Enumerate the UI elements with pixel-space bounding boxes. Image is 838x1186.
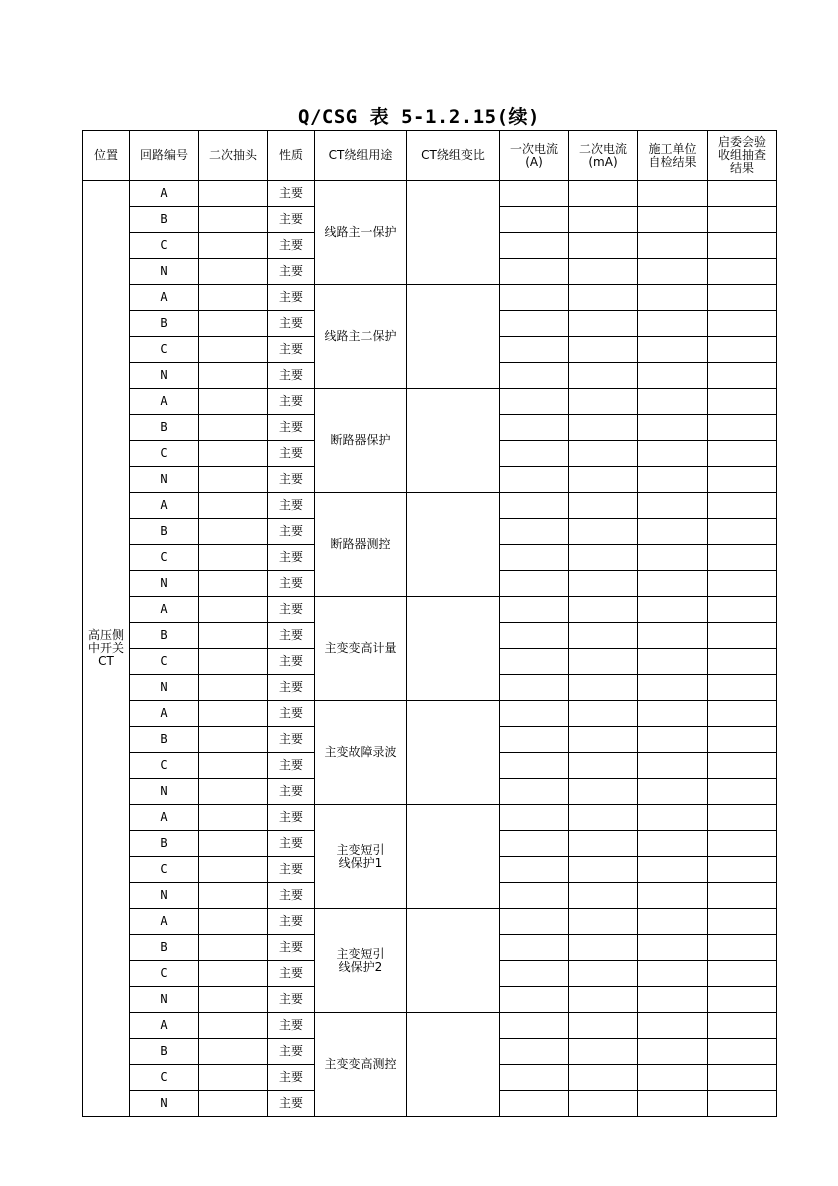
contractor-result-cell[interactable] — [638, 311, 708, 337]
contractor-result-cell[interactable] — [638, 909, 708, 935]
primary-current-cell[interactable] — [500, 987, 569, 1013]
ct-ratio-cell[interactable] — [407, 701, 500, 805]
primary-current-cell[interactable] — [500, 1039, 569, 1065]
contractor-result-cell[interactable] — [638, 701, 708, 727]
contractor-result-cell[interactable] — [638, 1039, 708, 1065]
committee-result-cell[interactable] — [708, 1013, 777, 1039]
ct-ratio-cell[interactable] — [407, 181, 500, 285]
contractor-result-cell[interactable] — [638, 493, 708, 519]
secondary-tap-cell[interactable] — [199, 857, 268, 883]
nature-cell: 主要 — [268, 909, 315, 935]
primary-current-cell[interactable] — [500, 441, 569, 467]
committee-result-cell[interactable] — [708, 1065, 777, 1091]
secondary-current-cell[interactable] — [569, 285, 638, 311]
primary-current-cell[interactable] — [500, 909, 569, 935]
primary-current-cell[interactable] — [500, 649, 569, 675]
loop-no-cell: A — [130, 389, 199, 415]
primary-current-cell[interactable] — [500, 935, 569, 961]
secondary-current-cell[interactable] — [569, 207, 638, 233]
committee-result-cell[interactable] — [708, 545, 777, 571]
header-ct-ratio: CT绕组变比 — [407, 131, 500, 181]
secondary-tap-cell[interactable] — [199, 441, 268, 467]
committee-result-cell[interactable] — [708, 259, 777, 285]
contractor-result-cell[interactable] — [638, 649, 708, 675]
primary-current-cell[interactable] — [500, 1065, 569, 1091]
contractor-result-cell[interactable] — [638, 857, 708, 883]
secondary-tap-cell[interactable] — [199, 1091, 268, 1117]
nature-cell: 主要 — [268, 675, 315, 701]
secondary-tap-cell[interactable] — [199, 337, 268, 363]
primary-current-cell[interactable] — [500, 805, 569, 831]
secondary-tap-cell[interactable] — [199, 311, 268, 337]
secondary-tap-cell[interactable] — [199, 675, 268, 701]
nature-cell: 主要 — [268, 857, 315, 883]
secondary-current-cell[interactable] — [569, 415, 638, 441]
contractor-result-cell[interactable] — [638, 935, 708, 961]
committee-result-cell[interactable] — [708, 623, 777, 649]
contractor-result-cell[interactable] — [638, 545, 708, 571]
ct-use-cell: 主变变高计量 — [315, 597, 407, 701]
nature-cell: 主要 — [268, 519, 315, 545]
committee-result-cell[interactable] — [708, 519, 777, 545]
primary-current-cell[interactable] — [500, 285, 569, 311]
secondary-tap-cell[interactable] — [199, 649, 268, 675]
secondary-current-cell[interactable] — [569, 1065, 638, 1091]
secondary-current-cell[interactable] — [569, 233, 638, 259]
page-title: Q/CSG 表 5-1.2.15(续) — [298, 106, 540, 128]
primary-current-cell[interactable] — [500, 389, 569, 415]
secondary-current-cell[interactable] — [569, 1013, 638, 1039]
nature-cell: 主要 — [268, 233, 315, 259]
committee-result-cell[interactable] — [708, 415, 777, 441]
contractor-result-cell[interactable] — [638, 571, 708, 597]
secondary-current-cell[interactable] — [569, 311, 638, 337]
contractor-result-cell[interactable] — [638, 467, 708, 493]
primary-current-cell[interactable] — [500, 311, 569, 337]
ct-inspection-table — [82, 130, 777, 1117]
loop-no-cell: N — [130, 571, 199, 597]
contractor-result-cell[interactable] — [638, 883, 708, 909]
committee-result-cell[interactable] — [708, 987, 777, 1013]
nature-cell: 主要 — [268, 701, 315, 727]
secondary-tap-cell[interactable] — [199, 1013, 268, 1039]
nature-cell: 主要 — [268, 389, 315, 415]
secondary-current-cell[interactable] — [569, 649, 638, 675]
committee-result-cell[interactable] — [708, 311, 777, 337]
header-contractor-result: 施工单位 自检结果 — [638, 131, 708, 181]
committee-result-cell[interactable] — [708, 909, 777, 935]
nature-cell: 主要 — [268, 285, 315, 311]
committee-result-cell[interactable] — [708, 701, 777, 727]
nature-cell: 主要 — [268, 987, 315, 1013]
secondary-current-cell[interactable] — [569, 597, 638, 623]
loop-no-cell: C — [130, 233, 199, 259]
nature-cell: 主要 — [268, 493, 315, 519]
primary-current-cell[interactable] — [500, 259, 569, 285]
committee-result-cell[interactable] — [708, 961, 777, 987]
committee-result-cell[interactable] — [708, 493, 777, 519]
committee-result-cell[interactable] — [708, 363, 777, 389]
nature-cell: 主要 — [268, 1091, 315, 1117]
nature-cell: 主要 — [268, 1039, 315, 1065]
primary-current-cell[interactable] — [500, 753, 569, 779]
secondary-current-cell[interactable] — [569, 805, 638, 831]
nature-cell: 主要 — [268, 597, 315, 623]
secondary-current-cell[interactable] — [569, 519, 638, 545]
nature-cell: 主要 — [268, 623, 315, 649]
loop-no-cell: C — [130, 857, 199, 883]
loop-no-cell: N — [130, 467, 199, 493]
secondary-tap-cell[interactable] — [199, 597, 268, 623]
secondary-current-cell[interactable] — [569, 1091, 638, 1117]
header-nature: 性质 — [268, 131, 315, 181]
secondary-tap-cell[interactable] — [199, 831, 268, 857]
loop-no-cell: B — [130, 935, 199, 961]
secondary-current-cell[interactable] — [569, 857, 638, 883]
contractor-result-cell[interactable] — [638, 181, 708, 207]
primary-current-cell[interactable] — [500, 779, 569, 805]
ct-use-cell: 断路器保护 — [315, 389, 407, 493]
secondary-tap-cell[interactable] — [199, 961, 268, 987]
contractor-result-cell[interactable] — [638, 961, 708, 987]
contractor-result-cell[interactable] — [638, 233, 708, 259]
secondary-tap-cell[interactable] — [199, 623, 268, 649]
nature-cell: 主要 — [268, 649, 315, 675]
position-cell: 高压侧 中开关 CT — [83, 181, 130, 1117]
nature-cell: 主要 — [268, 181, 315, 207]
secondary-current-cell[interactable] — [569, 363, 638, 389]
nature-cell: 主要 — [268, 727, 315, 753]
loop-no-cell: A — [130, 181, 199, 207]
contractor-result-cell[interactable] — [638, 987, 708, 1013]
committee-result-cell[interactable] — [708, 649, 777, 675]
secondary-current-cell[interactable] — [569, 987, 638, 1013]
secondary-current-cell[interactable] — [569, 493, 638, 519]
contractor-result-cell[interactable] — [638, 727, 708, 753]
primary-current-cell[interactable] — [500, 857, 569, 883]
secondary-tap-cell[interactable] — [199, 259, 268, 285]
table-row — [83, 701, 777, 727]
secondary-current-cell[interactable] — [569, 441, 638, 467]
nature-cell: 主要 — [268, 363, 315, 389]
contractor-result-cell[interactable] — [638, 1091, 708, 1117]
ct-use-cell: 线路主二保护 — [315, 285, 407, 389]
nature-cell: 主要 — [268, 571, 315, 597]
primary-current-cell[interactable] — [500, 467, 569, 493]
committee-result-cell[interactable] — [708, 779, 777, 805]
committee-result-cell[interactable] — [708, 467, 777, 493]
secondary-tap-cell[interactable] — [199, 935, 268, 961]
nature-cell: 主要 — [268, 961, 315, 987]
contractor-result-cell[interactable] — [638, 623, 708, 649]
loop-no-cell: A — [130, 909, 199, 935]
ct-use-cell: 主变短引 线保护2 — [315, 909, 407, 1013]
contractor-result-cell[interactable] — [638, 1013, 708, 1039]
secondary-tap-cell[interactable] — [199, 207, 268, 233]
ct-ratio-cell[interactable] — [407, 285, 500, 389]
loop-no-cell: B — [130, 311, 199, 337]
secondary-current-cell[interactable] — [569, 727, 638, 753]
primary-current-cell[interactable] — [500, 701, 569, 727]
table-row — [83, 285, 777, 311]
secondary-tap-cell[interactable] — [199, 1039, 268, 1065]
header-primary-current: 一次电流 (A) — [500, 131, 569, 181]
primary-current-cell[interactable] — [500, 337, 569, 363]
table-row — [83, 597, 777, 623]
primary-current-cell[interactable] — [500, 363, 569, 389]
secondary-tap-cell[interactable] — [199, 909, 268, 935]
loop-no-cell: B — [130, 831, 199, 857]
loop-no-cell: A — [130, 805, 199, 831]
secondary-current-cell[interactable] — [569, 337, 638, 363]
secondary-tap-cell[interactable] — [199, 727, 268, 753]
committee-result-cell[interactable] — [708, 337, 777, 363]
contractor-result-cell[interactable] — [638, 363, 708, 389]
loop-no-cell: N — [130, 987, 199, 1013]
secondary-tap-cell[interactable] — [199, 415, 268, 441]
secondary-tap-cell[interactable] — [199, 1065, 268, 1091]
primary-current-cell[interactable] — [500, 571, 569, 597]
nature-cell: 主要 — [268, 545, 315, 571]
header-row — [83, 131, 777, 181]
loop-no-cell: A — [130, 701, 199, 727]
secondary-current-cell[interactable] — [569, 701, 638, 727]
committee-result-cell[interactable] — [708, 727, 777, 753]
nature-cell: 主要 — [268, 883, 315, 909]
secondary-current-cell[interactable] — [569, 753, 638, 779]
committee-result-cell[interactable] — [708, 597, 777, 623]
nature-cell: 主要 — [268, 831, 315, 857]
ct-use-cell: 线路主一保护 — [315, 181, 407, 285]
table-row — [83, 389, 777, 415]
secondary-current-cell[interactable] — [569, 779, 638, 805]
table-row — [83, 1013, 777, 1039]
loop-no-cell: C — [130, 1065, 199, 1091]
contractor-result-cell[interactable] — [638, 519, 708, 545]
loop-no-cell: N — [130, 883, 199, 909]
table-row — [83, 181, 777, 207]
loop-no-cell: A — [130, 1013, 199, 1039]
ct-use-cell: 主变短引 线保护1 — [315, 805, 407, 909]
loop-no-cell: C — [130, 649, 199, 675]
loop-no-cell: N — [130, 779, 199, 805]
committee-result-cell[interactable] — [708, 441, 777, 467]
committee-result-cell[interactable] — [708, 389, 777, 415]
primary-current-cell[interactable] — [500, 415, 569, 441]
secondary-tap-cell[interactable] — [199, 883, 268, 909]
secondary-tap-cell[interactable] — [199, 753, 268, 779]
ct-ratio-cell[interactable] — [407, 1013, 500, 1117]
loop-no-cell: N — [130, 259, 199, 285]
nature-cell: 主要 — [268, 1065, 315, 1091]
contractor-result-cell[interactable] — [638, 441, 708, 467]
contractor-result-cell[interactable] — [638, 805, 708, 831]
secondary-tap-cell[interactable] — [199, 545, 268, 571]
loop-no-cell: B — [130, 207, 199, 233]
secondary-current-cell[interactable] — [569, 831, 638, 857]
contractor-result-cell[interactable] — [638, 779, 708, 805]
loop-no-cell: C — [130, 545, 199, 571]
header-loop-no: 回路编号 — [130, 131, 199, 181]
secondary-tap-cell[interactable] — [199, 181, 268, 207]
primary-current-cell[interactable] — [500, 493, 569, 519]
contractor-result-cell[interactable] — [638, 285, 708, 311]
loop-no-cell: A — [130, 285, 199, 311]
secondary-current-cell[interactable] — [569, 623, 638, 649]
committee-result-cell[interactable] — [708, 1091, 777, 1117]
committee-result-cell[interactable] — [708, 831, 777, 857]
committee-result-cell[interactable] — [708, 883, 777, 909]
committee-result-cell[interactable] — [708, 675, 777, 701]
primary-current-cell[interactable] — [500, 519, 569, 545]
loop-no-cell: A — [130, 597, 199, 623]
secondary-current-cell[interactable] — [569, 259, 638, 285]
loop-no-cell: B — [130, 415, 199, 441]
ct-ratio-cell[interactable] — [407, 493, 500, 597]
header-position: 位置 — [83, 131, 130, 181]
header-ct-use: CT绕组用途 — [315, 131, 407, 181]
secondary-current-cell[interactable] — [569, 571, 638, 597]
ct-ratio-cell[interactable] — [407, 805, 500, 909]
secondary-tap-cell[interactable] — [199, 363, 268, 389]
primary-current-cell[interactable] — [500, 545, 569, 571]
secondary-current-cell[interactable] — [569, 181, 638, 207]
secondary-current-cell[interactable] — [569, 467, 638, 493]
primary-current-cell[interactable] — [500, 1013, 569, 1039]
nature-cell: 主要 — [268, 467, 315, 493]
primary-current-cell[interactable] — [500, 883, 569, 909]
nature-cell: 主要 — [268, 1013, 315, 1039]
secondary-tap-cell[interactable] — [199, 701, 268, 727]
contractor-result-cell[interactable] — [638, 259, 708, 285]
loop-no-cell: A — [130, 493, 199, 519]
primary-current-cell[interactable] — [500, 597, 569, 623]
ct-use-cell: 断路器测控 — [315, 493, 407, 597]
nature-cell: 主要 — [268, 753, 315, 779]
secondary-tap-cell[interactable] — [199, 467, 268, 493]
loop-no-cell: B — [130, 1039, 199, 1065]
nature-cell: 主要 — [268, 415, 315, 441]
contractor-result-cell[interactable] — [638, 415, 708, 441]
secondary-tap-cell[interactable] — [199, 519, 268, 545]
secondary-current-cell[interactable] — [569, 675, 638, 701]
committee-result-cell[interactable] — [708, 233, 777, 259]
secondary-tap-cell[interactable] — [199, 493, 268, 519]
secondary-tap-cell[interactable] — [199, 285, 268, 311]
committee-result-cell[interactable] — [708, 935, 777, 961]
committee-result-cell[interactable] — [708, 753, 777, 779]
nature-cell: 主要 — [268, 259, 315, 285]
secondary-tap-cell[interactable] — [199, 389, 268, 415]
contractor-result-cell[interactable] — [638, 753, 708, 779]
table-row — [83, 805, 777, 831]
table-row — [83, 909, 777, 935]
primary-current-cell[interactable] — [500, 1091, 569, 1117]
secondary-current-cell[interactable] — [569, 1039, 638, 1065]
loop-no-cell: N — [130, 363, 199, 389]
committee-result-cell[interactable] — [708, 285, 777, 311]
loop-no-cell: C — [130, 337, 199, 363]
committee-result-cell[interactable] — [708, 181, 777, 207]
secondary-tap-cell[interactable] — [199, 571, 268, 597]
nature-cell: 主要 — [268, 207, 315, 233]
table-body — [83, 181, 777, 1117]
loop-no-cell: N — [130, 675, 199, 701]
ct-use-cell: 主变故障录波 — [315, 701, 407, 805]
header-secondary-tap: 二次抽头 — [199, 131, 268, 181]
contractor-result-cell[interactable] — [638, 337, 708, 363]
header-committee-result: 启委会验 收组抽查 结果 — [708, 131, 777, 181]
loop-no-cell: C — [130, 753, 199, 779]
primary-current-cell[interactable] — [500, 207, 569, 233]
ct-ratio-cell[interactable] — [407, 597, 500, 701]
contractor-result-cell[interactable] — [638, 597, 708, 623]
secondary-current-cell[interactable] — [569, 389, 638, 415]
ct-use-cell: 主变变高测控 — [315, 1013, 407, 1117]
secondary-tap-cell[interactable] — [199, 805, 268, 831]
secondary-tap-cell[interactable] — [199, 779, 268, 805]
loop-no-cell: B — [130, 623, 199, 649]
nature-cell: 主要 — [268, 337, 315, 363]
secondary-current-cell[interactable] — [569, 935, 638, 961]
nature-cell: 主要 — [268, 441, 315, 467]
committee-result-cell[interactable] — [708, 571, 777, 597]
secondary-current-cell[interactable] — [569, 909, 638, 935]
contractor-result-cell[interactable] — [638, 389, 708, 415]
committee-result-cell[interactable] — [708, 857, 777, 883]
primary-current-cell[interactable] — [500, 727, 569, 753]
primary-current-cell[interactable] — [500, 831, 569, 857]
loop-no-cell: B — [130, 519, 199, 545]
primary-current-cell[interactable] — [500, 675, 569, 701]
table-row — [83, 493, 777, 519]
loop-no-cell: C — [130, 961, 199, 987]
contractor-result-cell[interactable] — [638, 207, 708, 233]
secondary-tap-cell[interactable] — [199, 987, 268, 1013]
committee-result-cell[interactable] — [708, 805, 777, 831]
ct-ratio-cell[interactable] — [407, 909, 500, 1013]
primary-current-cell[interactable] — [500, 181, 569, 207]
ct-ratio-cell[interactable] — [407, 389, 500, 493]
nature-cell: 主要 — [268, 805, 315, 831]
contractor-result-cell[interactable] — [638, 675, 708, 701]
nature-cell: 主要 — [268, 311, 315, 337]
committee-result-cell[interactable] — [708, 1039, 777, 1065]
contractor-result-cell[interactable] — [638, 831, 708, 857]
loop-no-cell: N — [130, 1091, 199, 1117]
header-secondary-current: 二次电流 (mA) — [569, 131, 638, 181]
loop-no-cell: C — [130, 441, 199, 467]
primary-current-cell[interactable] — [500, 961, 569, 987]
committee-result-cell[interactable] — [708, 207, 777, 233]
primary-current-cell[interactable] — [500, 233, 569, 259]
nature-cell: 主要 — [268, 779, 315, 805]
loop-no-cell: B — [130, 727, 199, 753]
secondary-current-cell[interactable] — [569, 883, 638, 909]
contractor-result-cell[interactable] — [638, 1065, 708, 1091]
nature-cell: 主要 — [268, 935, 315, 961]
secondary-current-cell[interactable] — [569, 961, 638, 987]
secondary-current-cell[interactable] — [569, 545, 638, 571]
secondary-tap-cell[interactable] — [199, 233, 268, 259]
primary-current-cell[interactable] — [500, 623, 569, 649]
